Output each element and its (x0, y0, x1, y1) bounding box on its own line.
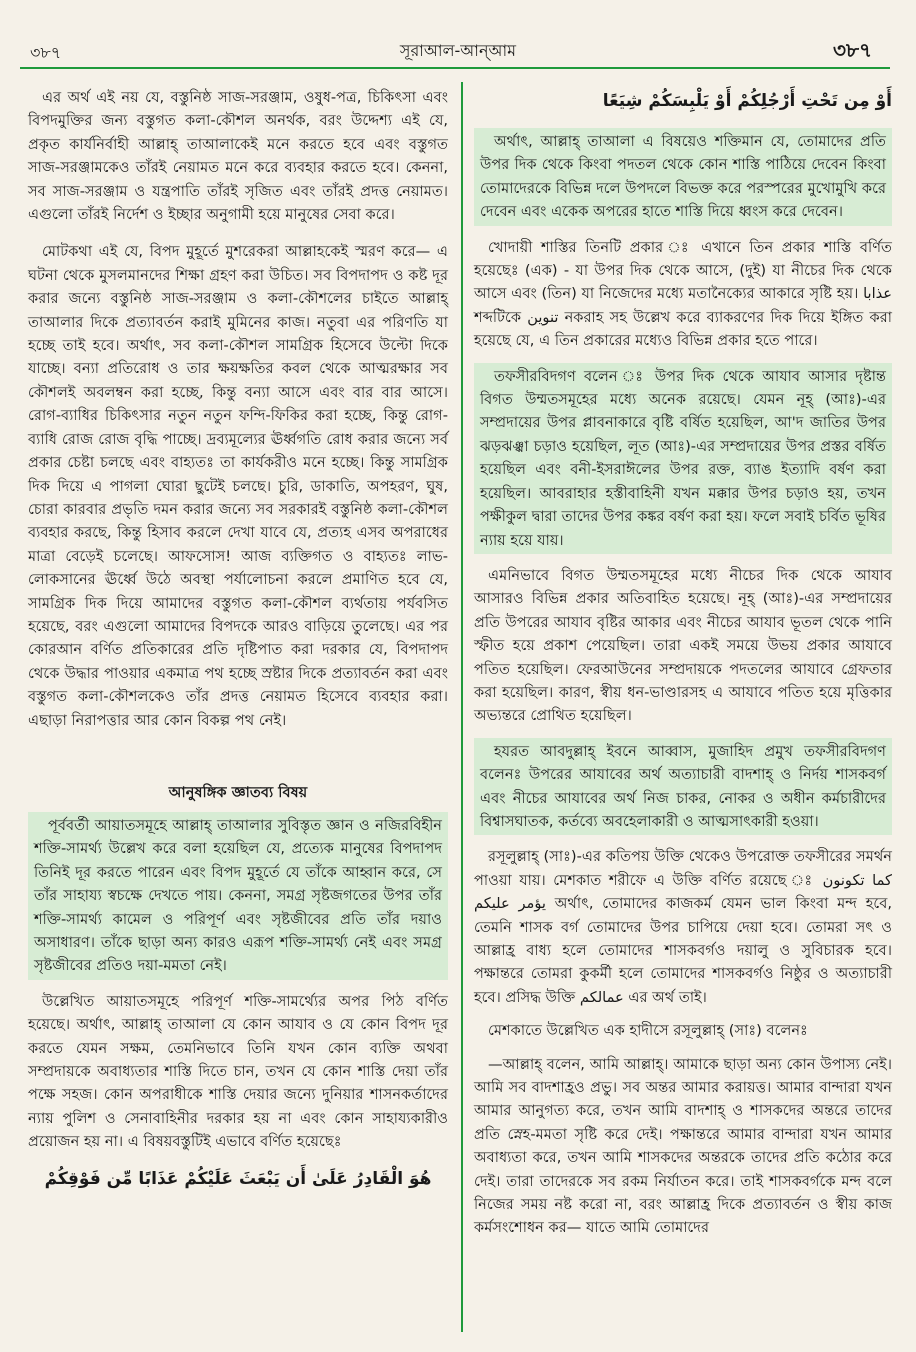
left-column (28, 86, 448, 1194)
paragraph: এর অর্থ এই নয় যে, বস্তুনিষ্ঠ সাজ-সরঞ্জাম, ওষুধ-পত্র, চিকিৎসা এবং বিপদমুক্তির জন্য বস্তুগত কলা-কৌশল অনর্থক, বরং উদ্দেশ্য এই যে, প্রকৃত কার্যনির্বাহী আল্লাহ্ তাআলাকেই মনে করতে হবে এবং বস্তুগত সাজ-সরঞ্জামকেও তাঁরই নেয়ামত মনে করে ব্যবহার করতে হবে। কেননা, সব সাজ-সরঞ্জাম ও যন্ত্রপাতি তাঁরই সৃজিত এবং তাঁরই প্রদত্ত নেয়ামত। এগুলো তাঁরই নির্দেশ ও ইচ্ছার অনুগামী হয়ে মানুষের সেবা করে। (28, 89, 448, 224)
paragraph: মেশকাতে উল্লেখিত এক হাদীসে রসূলুল্লাহ্ (সাঃ) বলেনঃ (488, 1022, 808, 1040)
header-divider (20, 67, 890, 69)
page-header (0, 36, 916, 68)
paragraph: হযরত আবদুল্লাহ্ ইবনে আব্বাস, মুজাহিদ প্রমুখ তফসীরবিদগণ বলেনঃ উপরের আযাবের অর্থ অত্যাচারী বাদশাহ্ ও নির্দয় শাসকবর্গ এবং নীচের আযাবের অর্থ নিজ চাকর, নোকর ও অধীন কর্মচারীদের বিশ্বাসঘাতক, কর্তব্যে অবহেলাকারী ও আত্মসাৎকারী হওয়া। (474, 738, 892, 836)
paragraph: পূর্ববর্তী আয়াতসমূহে আল্লাহ্ তাআলার সুবিস্তৃত জ্ঞান ও নজিরবিহীন শক্তি-সামর্থ্য উল্লেখ করে বলা হয়েছিল যে, প্রত্যেক মানুষের বিপদাপদ তিনিই দূর করতে পারেন এবং বিপদ মুহূর্তে যে তাঁকে আহ্বান করে, সে তাঁর সাহায্য স্বচক্ষে দেখতে পায়। কেননা, সমগ্র সৃষ্টজগতের উপর তাঁর শক্তি-সামর্থ্য কামেল ও পরিপূর্ণ এবং সৃষ্টজীবের প্রতি তাঁর দয়াও অসাধারণ। তাঁকে ছাড়া অন্য কারও এরূপ শক্তি-সামর্থ্য নেই এবং সমগ্র সৃষ্টজীবের প্রতিও দয়া-মমতা নেই। (28, 812, 448, 980)
paragraph: এমনিভাবে বিগত উম্মতসমূহের মধ্যে নীচের দিক থেকে আযাব আসারও বিভিন্ন প্রকার অতিবাহিত হয়েছে। নূহ্ (আঃ)-এর সম্প্রদায়ের প্রতি উপরের আযাব বৃষ্টির আকার এবং নীচের আযাব ভূতল থেকে পানি স্ফীত হয়ে প্রকাশ পেয়েছিল। তারা একই সময়ে উভয় প্রকার আযাবে পতিত হয়েছিল। ফেরআউনের সম্প্রদায়কে পদতলের আযাবে গ্রেফতার করা হয়েছিল। কারণ, স্বীয় ধন-ভাণ্ডারসহ এ আযাবে পতিত হয়ে মৃত্তিকার অভ্যন্তরে প্রোথিত হয়েছিল। (474, 566, 892, 725)
arabic-verse: هُوَ الْقَادِرُ عَلَىٰ أَن يَبْعَثَ عَلَيْكُمْ عَذَابًا مِّن فَوْقِكُمْ (44, 1168, 432, 1189)
section-heading: আনুষঙ্গিক জ্ঞাতব্য বিষয় (168, 783, 308, 801)
paragraph: তফসীরবিদগণ বলেন ঃ উপর দিক থেকে আযাব আসার দৃষ্টান্ত বিগত উম্মতসমূহের মধ্যে অনেক রয়েছে। যেমন নূহ্ (আঃ)-এর সম্প্রদায়ের উপর প্লাবনাকারে বৃষ্টি বর্ষিত হয়েছিল, আ'দ জাতির উপর ঝড়ঝঞ্ঝা চড়াও হয়েছিল, লূত (আঃ)-এর সম্প্রদায়ের উপর প্রস্তর বর্ষিত হয়েছিল এবং বনী-ইসরাঈলের উপর রক্ত, ব্যাঙ ইত্যাদি বর্ষণ করা হয়েছিল। আবরাহার হস্তীবাহিনী যখন মক্কার উপর চড়াও হয়, তখন পক্ষীকুল দ্বারা তাদের উপর কঙ্কর বর্ষণ করা হয়। ফলে সবাই চর্বিত ভূষির ন্যায় হয়ে যায়। (474, 363, 892, 554)
paragraph: উল্লেখিত আয়াতসমূহে পরিপূর্ণ শক্তি-সামর্থ্যের অপর পিঠ বর্ণিত হয়েছে। অর্থাৎ, আল্লাহ্ তাআলা যে কোন আযাব ও যে কোন বিপদ দূর করতে যেমন সক্ষম, তেমনিভাবে তিনি যখন কোন ব্যক্তি অথবা সম্প্রদায়কে অবাধ্যতার শাস্তি দিতে চান, তখন যে কোন শাস্তি দেয়া তাঁর পক্ষে সহজ। কোন অপরাধীকে শাস্তি দেয়ার জন্যে দুনিয়ার শাসনকর্তাদের ন্যায় পুলিশ ও সেনাবাহিনীর দরকার হয় না এবং কোন সাহায্যকারীও প্রয়োজন হয় না। এ বিষয়বস্তুটিই এভাবে বর্ণিত হয়েছেঃ (28, 992, 448, 1151)
surah-title: সূরাআল-আন্আম (399, 41, 517, 60)
paragraph: মোটকথা এই যে, বিপদ মুহূর্তে মুশরেকরা আল্লাহকেই স্মরণ করে— এ ঘটনা থেকে মুসলমানদের শিক্ষা গ্রহণ করা উচিত। সব বিপদাপদ ও কষ্ট দূর করার জন্যে বস্তুনিষ্ঠ সাজ-সরঞ্জাম ও কলা-কৌশলের চাইতে আল্লাহ্ তাআলার দিকে প্রত্যাবর্তন করাই মুমিনের কাজ। নতুবা এর পরিণতি যা হচ্ছে তাই হবে। অর্থাৎ, সব কলা-কৌশল সামগ্রিক হিসেবে উল্টো দিকে যাচ্ছে। বন্যা প্রতিরোধ ও তার ক্ষয়ক্ষতির কবল থেকে আত্মরক্ষার সব কৌশলই অবলম্বন করা হচ্ছে, কিন্তু বন্যা আসে এবং বার বার আসে। রোগ-ব্যাধির চিকিৎসার নতুন নতুন ফন্দি-ফিকির করা হচ্ছে, কিন্তু রোগ-ব্যাধি রোজ রোজ বৃদ্ধি পাচ্ছে। দ্রব্যমূল্যের ঊর্ধ্বগতি রোধ করার জন্যে সর্ব প্রকার চেষ্টা চলছে এবং বাহ্যতঃ তা কার্যকরীও মনে হচ্ছে। কিন্তু সামগ্রিক দিক দিয়ে এ পাগলা ঘোরা ছুটেই চলছে। চুরি, ডাকাতি, অপহরণ, ঘুষ, চোরা কারবার প্রভৃতি দমন করার জন্যে সব সরকারই বস্তুনিষ্ঠ কলা-কৌশল ব্যবহার করছে, কিন্তু হিসাব করলে দেখা যাবে যে, প্রত্যহ এসব অপরাধের মাত্রা বেড়েই চলেছে। আফসোস! আজ ব্যক্তিগত ও বাহ্যতঃ লাভ-লোকসানের ঊর্ধ্বে উঠে অবস্থা পর্যালোচনা করলে প্রমাণিত হবে যে, সামগ্রিক দিক দিয়ে আমাদের বস্তুগত কলা-কৌশল ব্যর্থতায় পর্যবসিত হয়েছে, বরং এগুলো আমাদের বিপদকে আরও বাড়িয়ে তুলেছে। এর পর কোরআন বর্ণিত প্রতিকারের প্রতি দৃষ্টিপাত করা দরকার যে, বিপদাপদ থেকে উদ্ধার পাওয়ার একমাত্র পথ হচ্ছে স্রষ্টার দিকে প্রত্যাবর্তন করা এবং বস্তুগত কলা-কৌশলকেও তাঁর প্রদত্ত নেয়ামত হিসেবে ব্যবহার করা। এছাড়া নিরাপত্তার আর কোন বিকল্প পথ নেই। (28, 243, 448, 729)
paragraph: খোদায়ী শাস্তির তিনটি প্রকার ঃ এখানে তিন প্রকার শাস্তি বর্ণিত হয়েছেঃ (এক) - যা উপর দিক থেকে আসে, (দুই) যা নীচের দিক থেকে আসে এবং (তিন) যা নিজেদের মধ্যে মতানৈক্যের আকারে সৃষ্টি হয়। عذابا শব্দটিকে تنوين নকরাহ সহ উল্লেখ করে ব্যাকরণের দিক দিয়ে ইঙ্গিত করা হয়েছে যে, এ তিন প্রকারের মধ্যেও বিভিন্ন প্রকার হতে পারে। (474, 238, 892, 350)
column-divider (461, 82, 463, 1332)
paragraph: রসূলুল্লাহ্ (সাঃ)-এর কতিপয় উক্তি থেকেও উপরোক্ত তফসীরের সমর্থন পাওয়া যায়। মেশকাত শরীফে এ উক্তি বর্ণিত রয়েছে ঃ كما تكونون يؤمر عليكم অর্থাৎ, তোমাদের কাজকর্ম যেমন ভাল কিংবা মন্দ হবে, তেমনি শাসক বর্গ তোমাদের উপর চাপিয়ে দেয়া হবে। তোমরা সৎ ও আল্লাহ্র বাধ্য হলে তোমাদের শাসকবর্গও দয়ালু ও সুবিচারক হবে। পক্ষান্তরে তোমরা কুকর্মী হলে তোমাদের শাসকবর্গও নিষ্ঠুর ও অত্যাচারী হবে। প্রসিদ্ধ উক্তি عمالكم এর অর্থ তাই। (474, 848, 892, 1006)
page-number-left: ৩৮৭ (30, 43, 62, 62)
paragraph: —আল্লাহ্ বলেন, আমি আল্লাহ্। আমাকে ছাড়া অন্য কোন উপাস্য নেই। আমি সব বাদশাহ্রও প্রভু। সব অন্তর আমার করায়ত্ত। আমার বান্দারা যখন আমার আনুগত্য করে, তখন আমি বাদশাহ্ ও শাসকদের অন্তরে তাদের প্রতি স্নেহ-মমতা সৃষ্টি করে দেই। পক্ষান্তরে আমার বান্দারা যখন আমার অবাধ্যতা করে, তখন আমি শাসকদের অন্তরকে তাদের প্রতি কঠোর করে দেই। তারা তাদেরকে সব রকম নির্যাতন করে। তাই শাসকবর্গকে মন্দ বলে নিজের সময় নষ্ট করো না, বরং আল্লাহ্র দিকে প্রত্যাবর্তন ও স্বীয় কাজ কর্মসংশোধন কর— যাতে আমি তোমাদের (474, 1055, 892, 1237)
arabic-verse: أَوْ مِن تَحْتِ أَرْجُلِكُمْ أَوْ يَلْبِسَكُمْ شِيَعًا (602, 91, 892, 111)
paragraph: অর্থাৎ, আল্লাহ্ তাআলা এ বিষয়েও শক্তিমান যে, তোমাদের প্রতি উপর দিক থেকে কিংবা পদতল থেকে কোন শাস্তি পাঠিয়ে দেবেন কিংবা তোমাদেরকে বিভিন্ন দলে উপদলে বিভক্ত করে পরস্পরের মুখোমুখি করে দেবেন এবং একেক অপরের হাতে শাস্তি দিয়ে ধ্বংস করে দেবেন। (474, 128, 892, 226)
page-number-right: ৩৮৭ (833, 38, 872, 62)
right-column (474, 86, 892, 1250)
